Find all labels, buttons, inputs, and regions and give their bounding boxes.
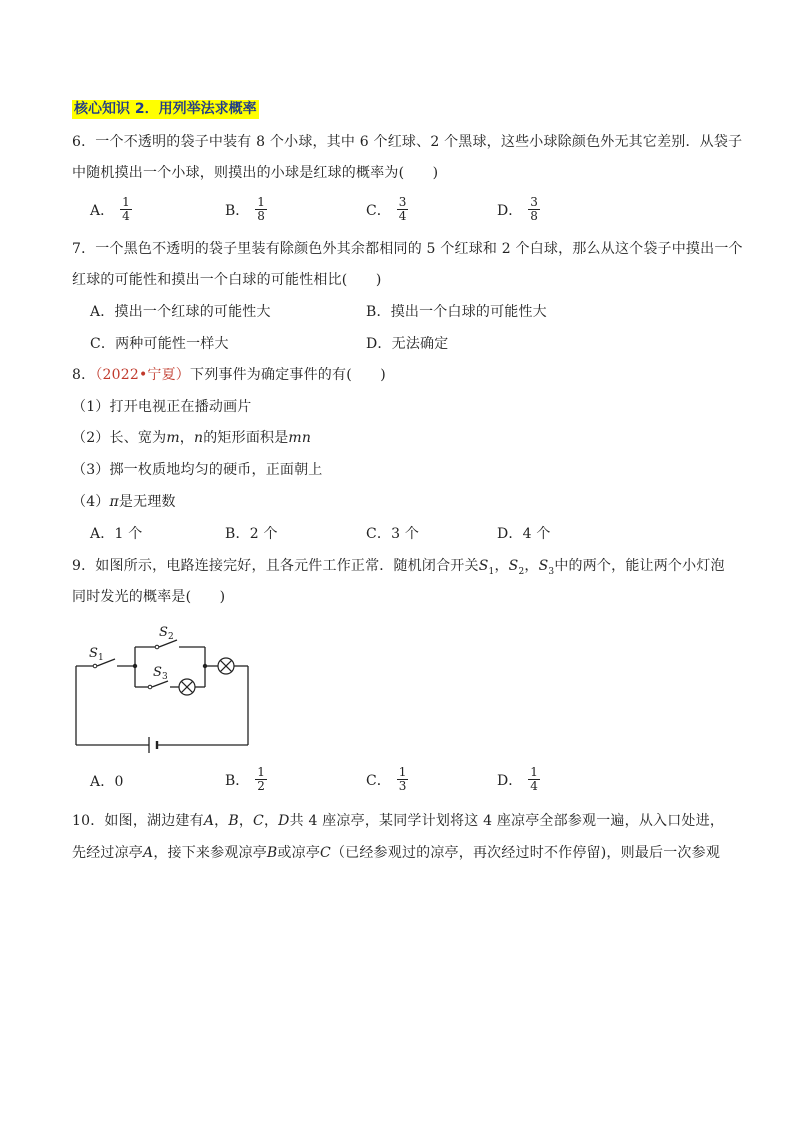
q8-item-3: （3）掷一枚质地均匀的硬币，正面朝上: [72, 462, 323, 478]
q8-item-4: （4）π是无理数: [72, 494, 176, 510]
q8-item-2: （2）长、宽为m，n的矩形面积是mn: [72, 430, 312, 446]
fraction: $\frac{3}{8}$: [530, 195, 538, 223]
q6-option-a: A． $\frac{1}{4}$: [90, 195, 130, 223]
q7-stem-line1: 7．一个黑色不透明的袋子里装有除颜色外其余都相同的 5 个红球和 2 个白球，那么从这个袋子中摸出一个: [72, 241, 743, 257]
fraction: $\frac{1}{2}$: [257, 765, 265, 793]
q6-stem-line1: 6．一个不透明的袋子中装有 8 个小球，其中 6 个红球、2 个黑球，这些小球除颜色外无其它差别．从袋子: [72, 134, 743, 150]
q7-stem-line2: 红球的可能性和摸出一个白球的可能性相比( ): [72, 272, 382, 288]
q9-stem-line1: 9．如图所示，电路连接完好，且各元件工作正常．随机闭合开关$S_1$，$S_2$，$S_3$中的两个，能让两个小灯泡: [72, 558, 725, 577]
q7-option-d: D．无法确定: [366, 336, 449, 352]
svg-text:3: 3: [162, 672, 168, 682]
q7-option-b: B．摸出一个白球的可能性大: [366, 304, 547, 320]
q6-option-d: D． $\frac{3}{8}$: [497, 195, 538, 223]
svg-text:2: 2: [168, 632, 174, 642]
q6-option-c: C． $\frac{3}{4}$: [366, 195, 407, 223]
q9-stem-line2: 同时发光的概率是( ): [72, 589, 226, 605]
q8-stem: 8．（2022•宁夏）下列事件为确定事件的有( ): [72, 367, 386, 383]
fraction: $\frac{1}{4}$: [530, 765, 538, 793]
q7-option-c: C．两种可能性一样大: [90, 336, 229, 352]
q6-stem-line2: 中随机摸出一个小球，则摸出的小球是红球的概率为( ): [72, 165, 439, 181]
q8-item-1: （1）打开电视正在播动画片: [72, 399, 252, 415]
svg-text:1: 1: [98, 653, 104, 663]
svg-text:S: S: [159, 625, 168, 640]
fraction: $\frac{1}{8}$: [257, 195, 265, 223]
q9-option-a: A．0: [90, 774, 124, 790]
svg-text:S: S: [153, 665, 162, 680]
q8-option-a: A．1 个: [90, 526, 143, 542]
q8-option-d: D．4 个: [497, 526, 551, 542]
fraction: $\frac{1}{4}$: [122, 195, 130, 223]
fraction: $\frac{3}{4}$: [398, 195, 407, 223]
q6-option-b: B． $\frac{1}{8}$: [225, 195, 265, 223]
bulb-icon: [179, 658, 234, 695]
source-tag: （2022•宁夏）: [95, 367, 190, 383]
q10-stem-line2: 先经过凉亭A，接下来参观凉亭B或凉亭C（已经参观过的凉亭，再次经过时不作停留)，则最后一次参观: [72, 845, 721, 861]
section-heading: 核心知识 2．用列举法求概率: [74, 101, 257, 117]
q9-option-b: B． $\frac{1}{2}$: [225, 765, 265, 793]
q8-option-b: B．2 个: [225, 526, 278, 542]
fraction: $\frac{1}{3}$: [398, 765, 407, 793]
q10-stem-line1: 10．如图，湖边建有A，B，C，D共 4 座凉亭，某同学计划将这 4 座凉亭全部参观一遍，从入口处进，: [72, 813, 725, 829]
circuit-diagram: [60, 615, 270, 755]
q7-option-a: A．摸出一个红球的可能性大: [90, 304, 271, 320]
svg-text:S: S: [89, 646, 98, 661]
q8-option-c: C．3 个: [366, 526, 420, 542]
q9-option-c: C． $\frac{1}{3}$: [366, 765, 407, 793]
q9-option-d: D． $\frac{1}{4}$: [497, 765, 538, 793]
